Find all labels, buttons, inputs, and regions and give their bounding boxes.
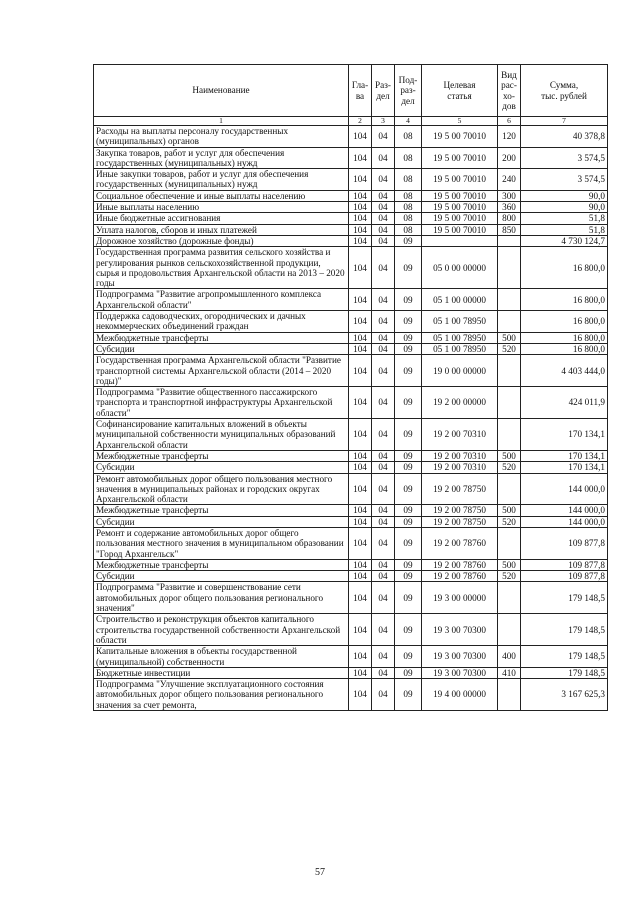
table-row [94, 559, 608, 570]
row-podrazdel: 09 [395, 419, 422, 451]
row-statya: 19 3 00 70300 [422, 667, 498, 678]
row-summa: 109 877,8 [521, 559, 608, 570]
row-statya: 19 3 00 00000 [422, 582, 498, 614]
row-statya: 19 2 00 70310 [422, 450, 498, 461]
row-summa: 4 403 444,0 [521, 355, 608, 387]
row-glava: 104 [349, 582, 372, 614]
row-podrazdel: 09 [395, 505, 422, 516]
row-podrazdel: 09 [395, 582, 422, 614]
row-summa: 16 800,0 [521, 289, 608, 311]
row-glava: 104 [349, 343, 372, 354]
row-name: Подпрограмма "Улучшение эксплуатационного состояния автомобильных дорог общего пользования регионального значения за счет ремонта, [94, 679, 349, 711]
row-statya: 19 2 00 78750 [422, 473, 498, 505]
row-summa: 179 148,5 [521, 614, 608, 646]
row-podrazdel: 08 [395, 224, 422, 235]
table-row [94, 126, 608, 148]
row-statya: 19 5 00 70010 [422, 147, 498, 169]
table-row [94, 516, 608, 527]
row-summa: 179 148,5 [521, 582, 608, 614]
row-razdel: 04 [372, 169, 395, 191]
col-number: 6 [498, 117, 521, 126]
row-summa: 144 000,0 [521, 516, 608, 527]
row-vid: 240 [498, 169, 521, 191]
row-razdel: 04 [372, 247, 395, 289]
row-razdel: 04 [372, 289, 395, 311]
row-vid: 520 [498, 571, 521, 582]
row-razdel: 04 [372, 614, 395, 646]
row-glava: 104 [349, 419, 372, 451]
row-statya: 05 1 00 00000 [422, 289, 498, 311]
row-glava: 104 [349, 289, 372, 311]
row-summa: 109 877,8 [521, 571, 608, 582]
row-vid: 200 [498, 147, 521, 169]
row-glava: 104 [349, 527, 372, 559]
row-summa: 179 148,5 [521, 646, 608, 668]
table-row [94, 235, 608, 246]
table-row [94, 202, 608, 213]
page-number: 57 [315, 867, 325, 878]
row-podrazdel: 09 [395, 332, 422, 343]
table-row [94, 571, 608, 582]
row-name: Подпрограмма "Развитие и совершенствование сети автомобильных дорог общего пользования регионального значения" [94, 582, 349, 614]
row-podrazdel: 09 [395, 527, 422, 559]
table-row [94, 289, 608, 311]
row-podrazdel: 09 [395, 571, 422, 582]
row-vid: 500 [498, 332, 521, 343]
row-razdel: 04 [372, 667, 395, 678]
row-name: Ремонт и содержание автомобильных дорог общего пользования местного значения в муниципальном образовании "Город Архангельск" [94, 527, 349, 559]
row-vid [498, 614, 521, 646]
table-row [94, 527, 608, 559]
row-summa: 16 800,0 [521, 311, 608, 333]
row-razdel: 04 [372, 571, 395, 582]
row-summa: 170 134,1 [521, 462, 608, 473]
row-summa: 3 574,5 [521, 147, 608, 169]
row-podrazdel: 08 [395, 190, 422, 201]
row-summa: 424 011,9 [521, 387, 608, 419]
row-podrazdel: 08 [395, 202, 422, 213]
row-glava: 104 [349, 450, 372, 461]
row-razdel: 04 [372, 343, 395, 354]
row-summa: 109 877,8 [521, 527, 608, 559]
row-vid [498, 527, 521, 559]
row-glava: 104 [349, 614, 372, 646]
row-statya: 19 5 00 70010 [422, 190, 498, 201]
row-name: Ремонт автомобильных дорог общего пользования местного значения в муниципальных районах и городских округах Архангельской области [94, 473, 349, 505]
row-name: Расходы на выплаты персоналу государственных (муниципальных) органов [94, 126, 349, 148]
row-razdel: 04 [372, 527, 395, 559]
row-razdel: 04 [372, 516, 395, 527]
row-summa: 90,0 [521, 190, 608, 201]
row-razdel: 04 [372, 559, 395, 570]
table-row [94, 247, 608, 289]
row-razdel: 04 [372, 147, 395, 169]
row-summa: 3 167 625,3 [521, 679, 608, 711]
row-vid: 400 [498, 646, 521, 668]
row-statya: 19 2 00 00000 [422, 387, 498, 419]
row-summa: 170 134,1 [521, 419, 608, 451]
row-razdel: 04 [372, 462, 395, 473]
col-header-podrazdel: Под- раз- дел [395, 65, 422, 117]
table-row [94, 419, 608, 451]
row-summa: 4 730 124,7 [521, 235, 608, 246]
row-name: Подпрограмма "Развитие агропромышленного комплекса Архангельской области" [94, 289, 349, 311]
row-summa: 3 574,5 [521, 169, 608, 191]
row-statya: 19 5 00 70010 [422, 202, 498, 213]
table-row [94, 147, 608, 169]
row-summa: 144 000,0 [521, 473, 608, 505]
row-glava: 104 [349, 247, 372, 289]
row-razdel: 04 [372, 202, 395, 213]
row-name: Субсидии [94, 343, 349, 354]
row-podrazdel: 09 [395, 473, 422, 505]
row-razdel: 04 [372, 224, 395, 235]
table-row [94, 355, 608, 387]
col-header-summa: Сумма, тыс. рублей [521, 65, 608, 117]
col-header-razdel: Раз- дел [372, 65, 395, 117]
row-summa: 16 800,0 [521, 247, 608, 289]
row-podrazdel: 09 [395, 679, 422, 711]
row-name: Поддержка садоводческих, огороднических и дачных некоммерческих объединений граждан [94, 311, 349, 333]
row-vid: 850 [498, 224, 521, 235]
row-name: Закупка товаров, работ и услуг для обеспечения государственных (муниципальных) нужд [94, 147, 349, 169]
row-podrazdel: 09 [395, 311, 422, 333]
row-vid [498, 289, 521, 311]
table-row [94, 190, 608, 201]
row-glava: 104 [349, 646, 372, 668]
row-razdel: 04 [372, 190, 395, 201]
row-vid: 500 [498, 505, 521, 516]
row-razdel: 04 [372, 235, 395, 246]
row-glava: 104 [349, 235, 372, 246]
row-name: Бюджетные инвестиции [94, 667, 349, 678]
row-glava: 104 [349, 679, 372, 711]
row-summa: 16 800,0 [521, 332, 608, 343]
row-vid: 520 [498, 343, 521, 354]
row-glava: 104 [349, 126, 372, 148]
row-name: Иные бюджетные ассигнования [94, 213, 349, 224]
row-statya: 19 3 00 70300 [422, 614, 498, 646]
row-podrazdel: 09 [395, 387, 422, 419]
row-statya: 19 2 00 78750 [422, 505, 498, 516]
row-glava: 104 [349, 473, 372, 505]
row-vid [498, 355, 521, 387]
table-row [94, 646, 608, 668]
col-header-vid: Вид рас- хо- дов [498, 65, 521, 117]
row-razdel: 04 [372, 213, 395, 224]
row-statya: 19 5 00 70010 [422, 224, 498, 235]
table-row [94, 473, 608, 505]
row-vid [498, 235, 521, 246]
row-podrazdel: 08 [395, 213, 422, 224]
row-name: Межбюджетные трансферты [94, 450, 349, 461]
row-podrazdel: 09 [395, 355, 422, 387]
row-summa: 90,0 [521, 202, 608, 213]
row-vid: 500 [498, 450, 521, 461]
row-podrazdel: 09 [395, 614, 422, 646]
col-header-statya: Целевая статья [422, 65, 498, 117]
row-summa: 179 148,5 [521, 667, 608, 678]
row-podrazdel: 09 [395, 450, 422, 461]
row-vid [498, 311, 521, 333]
row-razdel: 04 [372, 473, 395, 505]
table-row [94, 667, 608, 678]
row-glava: 104 [349, 667, 372, 678]
table-row [94, 387, 608, 419]
row-name: Иные выплаты населению [94, 202, 349, 213]
col-number: 4 [395, 117, 422, 126]
row-razdel: 04 [372, 582, 395, 614]
col-number: 7 [521, 117, 608, 126]
table-row [94, 582, 608, 614]
row-name: Дорожное хозяйство (дорожные фонды) [94, 235, 349, 246]
row-name: Субсидии [94, 462, 349, 473]
col-number: 1 [94, 117, 349, 126]
row-glava: 104 [349, 462, 372, 473]
row-name: Межбюджетные трансферты [94, 505, 349, 516]
row-name: Подпрограмма "Развитие общественного пассажирского транспорта и транспортной инфраструктуры Архангельской области" [94, 387, 349, 419]
row-statya: 19 2 00 78750 [422, 516, 498, 527]
row-podrazdel: 09 [395, 646, 422, 668]
row-vid: 300 [498, 190, 521, 201]
column-number-row [94, 117, 608, 126]
row-podrazdel: 09 [395, 235, 422, 246]
row-summa: 51,8 [521, 213, 608, 224]
row-razdel: 04 [372, 355, 395, 387]
col-header-glava: Гла- ва [349, 65, 372, 117]
table-row [94, 311, 608, 333]
row-glava: 104 [349, 224, 372, 235]
row-glava: 104 [349, 387, 372, 419]
row-name: Межбюджетные трансферты [94, 332, 349, 343]
row-vid: 500 [498, 559, 521, 570]
row-glava: 104 [349, 355, 372, 387]
row-podrazdel: 09 [395, 247, 422, 289]
row-name: Государственная программа развития сельского хозяйства и регулирования рынков сельскохозяйственной продукции, сырья и продовольствия Архангельской области на 2013 – 2020 годы [94, 247, 349, 289]
row-glava: 104 [349, 505, 372, 516]
row-podrazdel: 09 [395, 667, 422, 678]
row-vid [498, 473, 521, 505]
row-glava: 104 [349, 147, 372, 169]
row-name: Строительство и реконструкция объектов капитального строительства государственной собственности Архангельской области [94, 614, 349, 646]
table-row [94, 679, 608, 711]
row-statya: 19 4 00 00000 [422, 679, 498, 711]
table-row [94, 332, 608, 343]
row-statya: 19 5 00 70010 [422, 213, 498, 224]
row-name: Уплата налогов, сборов и иных платежей [94, 224, 349, 235]
row-statya: 05 0 00 00000 [422, 247, 498, 289]
row-name: Софинансирование капитальных вложений в объекты муниципальной собственности муниципальных образований Архангельской области [94, 419, 349, 451]
table-row [94, 169, 608, 191]
row-vid: 120 [498, 126, 521, 148]
table-row [94, 224, 608, 235]
table-row [94, 343, 608, 354]
row-name: Социальное обеспечение и иные выплаты населению [94, 190, 349, 201]
row-vid: 410 [498, 667, 521, 678]
row-glava: 104 [349, 169, 372, 191]
row-podrazdel: 09 [395, 462, 422, 473]
row-statya: 19 2 00 70310 [422, 419, 498, 451]
row-statya: 19 5 00 70010 [422, 126, 498, 148]
row-statya: 19 3 00 70300 [422, 646, 498, 668]
row-vid [498, 387, 521, 419]
row-statya: 19 2 00 70310 [422, 462, 498, 473]
row-name: Субсидии [94, 516, 349, 527]
header-row [94, 65, 608, 117]
row-glava: 104 [349, 311, 372, 333]
col-header-name: Наименование [94, 65, 349, 117]
row-razdel: 04 [372, 419, 395, 451]
row-statya: 19 5 00 70010 [422, 169, 498, 191]
row-glava: 104 [349, 202, 372, 213]
table-row [94, 505, 608, 516]
row-statya: 19 0 00 00000 [422, 355, 498, 387]
row-razdel: 04 [372, 311, 395, 333]
row-name: Иные закупки товаров, работ и услуг для обеспечения государственных (муниципальных) нужд [94, 169, 349, 191]
row-podrazdel: 09 [395, 516, 422, 527]
row-glava: 104 [349, 559, 372, 570]
row-glava: 104 [349, 332, 372, 343]
row-vid [498, 247, 521, 289]
row-podrazdel: 09 [395, 559, 422, 570]
row-podrazdel: 09 [395, 289, 422, 311]
row-vid: 520 [498, 462, 521, 473]
row-glava: 104 [349, 516, 372, 527]
row-razdel: 04 [372, 387, 395, 419]
row-summa: 40 378,8 [521, 126, 608, 148]
row-statya: 05 1 00 78950 [422, 343, 498, 354]
table-row [94, 213, 608, 224]
row-statya: 19 2 00 78760 [422, 527, 498, 559]
col-number: 3 [372, 117, 395, 126]
row-vid: 520 [498, 516, 521, 527]
row-vid: 800 [498, 213, 521, 224]
row-podrazdel: 08 [395, 147, 422, 169]
row-vid [498, 679, 521, 711]
row-razdel: 04 [372, 679, 395, 711]
row-summa: 51,8 [521, 224, 608, 235]
row-podrazdel: 08 [395, 169, 422, 191]
row-name: Государственная программа Архангельской области "Развитие транспортной системы Архангельской области (2014 – 2020 годы)" [94, 355, 349, 387]
row-name: Межбюджетные трансферты [94, 559, 349, 570]
table-row [94, 614, 608, 646]
table-row [94, 450, 608, 461]
row-statya: 05 1 00 78950 [422, 311, 498, 333]
row-razdel: 04 [372, 450, 395, 461]
row-vid [498, 582, 521, 614]
col-number: 2 [349, 117, 372, 126]
row-statya: 19 2 00 78760 [422, 571, 498, 582]
row-name: Капитальные вложения в объекты государственной (муниципальной) собственности [94, 646, 349, 668]
col-number: 5 [422, 117, 498, 126]
row-name: Субсидии [94, 571, 349, 582]
row-razdel: 04 [372, 332, 395, 343]
table-row [94, 462, 608, 473]
row-statya: 05 1 00 78950 [422, 332, 498, 343]
row-vid [498, 419, 521, 451]
row-glava: 104 [349, 190, 372, 201]
row-glava: 104 [349, 213, 372, 224]
row-razdel: 04 [372, 126, 395, 148]
row-vid: 360 [498, 202, 521, 213]
row-glava: 104 [349, 571, 372, 582]
row-summa: 16 800,0 [521, 343, 608, 354]
row-summa: 170 134,1 [521, 450, 608, 461]
row-razdel: 04 [372, 505, 395, 516]
row-summa: 144 000,0 [521, 505, 608, 516]
row-razdel: 04 [372, 646, 395, 668]
row-statya [422, 235, 498, 246]
row-podrazdel: 09 [395, 343, 422, 354]
row-podrazdel: 08 [395, 126, 422, 148]
budget-table [93, 64, 608, 711]
row-statya: 19 2 00 78760 [422, 559, 498, 570]
